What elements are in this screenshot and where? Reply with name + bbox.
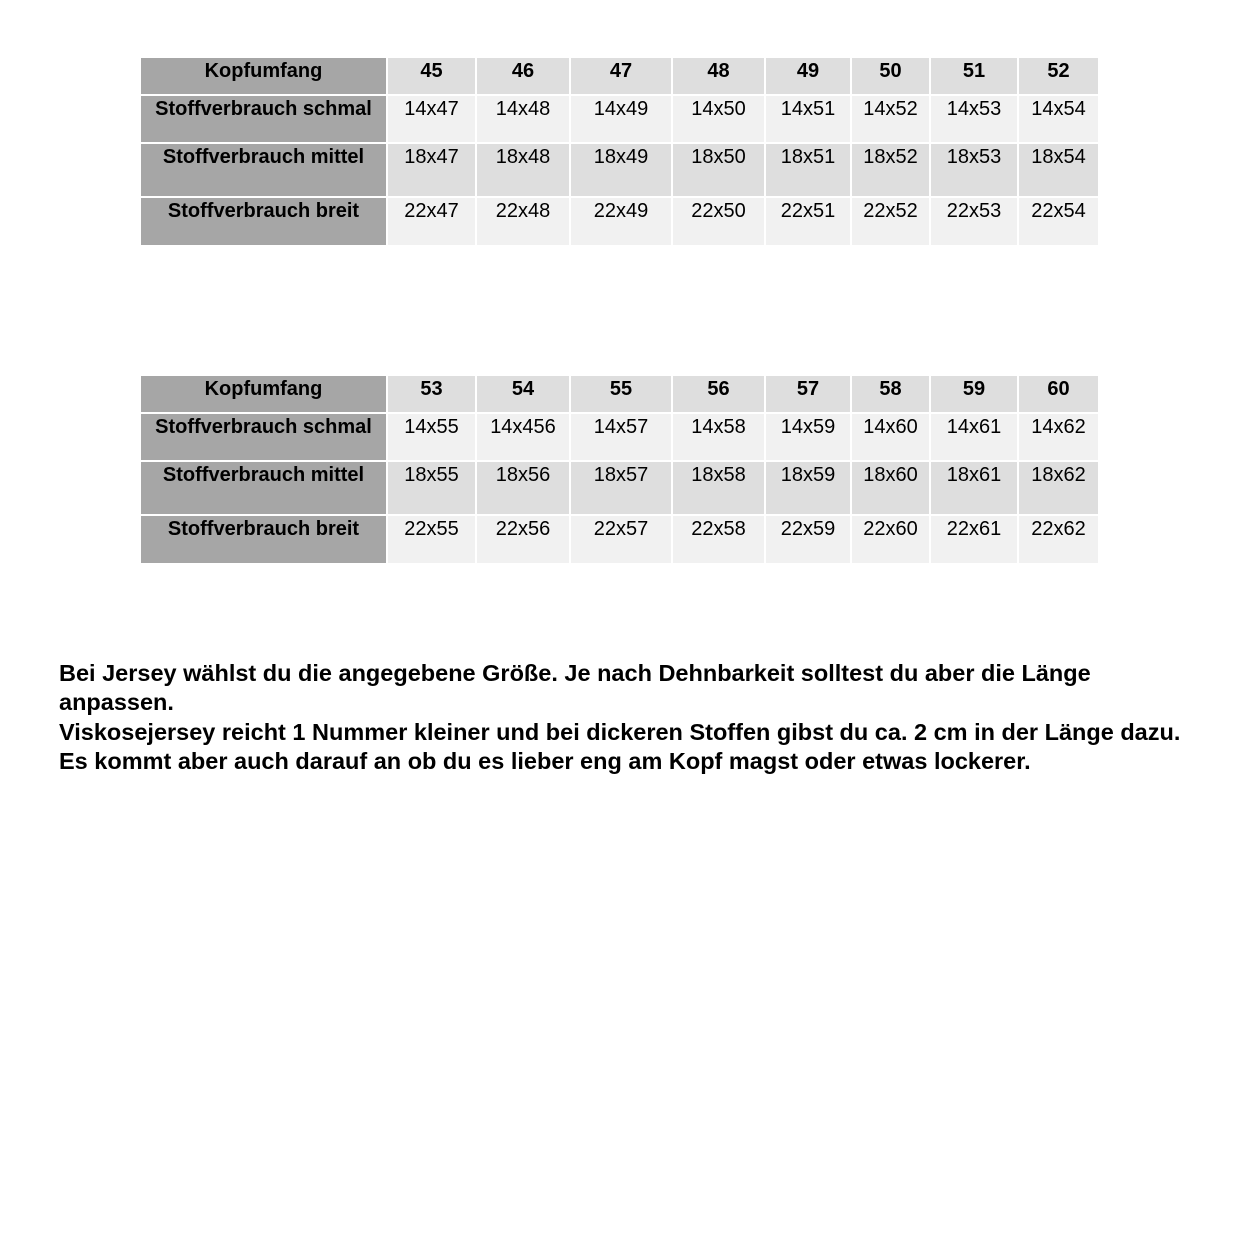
row-label: Stoffverbrauch mittel xyxy=(141,461,387,515)
value-cell: 22x54 xyxy=(1018,197,1099,246)
value-cell: 18x51 xyxy=(765,143,851,197)
value-cell: 14x61 xyxy=(930,413,1018,461)
value-cell: 14x456 xyxy=(476,413,570,461)
table-row xyxy=(141,413,1099,461)
value-cell: 22x59 xyxy=(765,515,851,564)
value-cell: 14x48 xyxy=(476,95,570,143)
table-row xyxy=(141,197,1099,246)
value-cell: 22x51 xyxy=(765,197,851,246)
size-cell: 45 xyxy=(387,57,476,95)
size-cell: 57 xyxy=(765,375,851,413)
value-cell: 14x59 xyxy=(765,413,851,461)
value-cell: 14x51 xyxy=(765,95,851,143)
value-cell: 18x58 xyxy=(672,461,765,515)
value-cell: 18x50 xyxy=(672,143,765,197)
size-cell: 50 xyxy=(851,57,930,95)
size-cell: 54 xyxy=(476,375,570,413)
note-paragraph: Bei Jersey wählst du die angegebene Größe. Je nach Dehnbarkeit solltest du aber die Länge anpassen. xyxy=(59,660,1091,716)
value-cell: 14x53 xyxy=(930,95,1018,143)
row-label: Stoffverbrauch schmal xyxy=(141,95,387,143)
value-cell: 18x49 xyxy=(570,143,672,197)
value-cell: 18x54 xyxy=(1018,143,1099,197)
value-cell: 18x60 xyxy=(851,461,930,515)
value-cell: 14x47 xyxy=(387,95,476,143)
value-cell: 22x52 xyxy=(851,197,930,246)
header-label: Kopfumfang xyxy=(141,375,387,413)
size-cell: 49 xyxy=(765,57,851,95)
value-cell: 18x47 xyxy=(387,143,476,197)
value-cell: 18x57 xyxy=(570,461,672,515)
value-cell: 22x55 xyxy=(387,515,476,564)
notes-text xyxy=(59,659,1199,776)
value-cell: 18x52 xyxy=(851,143,930,197)
value-cell: 14x55 xyxy=(387,413,476,461)
value-cell: 14x62 xyxy=(1018,413,1099,461)
size-table-2 xyxy=(141,374,1100,565)
value-cell: 22x47 xyxy=(387,197,476,246)
table-row xyxy=(141,143,1099,197)
note-paragraph: Viskosejersey reicht 1 Nummer kleiner und bei dickeren Stoffen gibst du ca. 2 cm in der Länge dazu. xyxy=(59,718,1181,745)
value-cell: 22x60 xyxy=(851,515,930,564)
value-cell: 22x53 xyxy=(930,197,1018,246)
size-cell: 53 xyxy=(387,375,476,413)
note-paragraph: Es kommt aber auch darauf an ob du es lieber eng am Kopf magst oder etwas lockerer. xyxy=(59,747,1031,774)
row-label: Stoffverbrauch breit xyxy=(141,197,387,246)
table-row xyxy=(141,515,1099,564)
row-label: Stoffverbrauch schmal xyxy=(141,413,387,461)
value-cell: 14x50 xyxy=(672,95,765,143)
size-cell: 52 xyxy=(1018,57,1099,95)
size-table-1 xyxy=(141,56,1100,247)
size-cell: 59 xyxy=(930,375,1018,413)
value-cell: 22x49 xyxy=(570,197,672,246)
size-cell: 56 xyxy=(672,375,765,413)
value-cell: 22x50 xyxy=(672,197,765,246)
header-row xyxy=(141,375,1099,413)
size-cell: 60 xyxy=(1018,375,1099,413)
value-cell: 22x61 xyxy=(930,515,1018,564)
value-cell: 18x59 xyxy=(765,461,851,515)
value-cell: 14x57 xyxy=(570,413,672,461)
value-cell: 22x57 xyxy=(570,515,672,564)
value-cell: 22x48 xyxy=(476,197,570,246)
header-row xyxy=(141,57,1099,95)
table-row xyxy=(141,95,1099,143)
size-cell: 55 xyxy=(570,375,672,413)
value-cell: 22x62 xyxy=(1018,515,1099,564)
row-label: Stoffverbrauch breit xyxy=(141,515,387,564)
value-cell: 18x62 xyxy=(1018,461,1099,515)
size-cell: 46 xyxy=(476,57,570,95)
value-cell: 18x53 xyxy=(930,143,1018,197)
value-cell: 14x60 xyxy=(851,413,930,461)
value-cell: 18x55 xyxy=(387,461,476,515)
value-cell: 14x52 xyxy=(851,95,930,143)
size-cell: 51 xyxy=(930,57,1018,95)
value-cell: 18x56 xyxy=(476,461,570,515)
value-cell: 14x49 xyxy=(570,95,672,143)
value-cell: 14x58 xyxy=(672,413,765,461)
value-cell: 18x61 xyxy=(930,461,1018,515)
table-row xyxy=(141,461,1099,515)
size-cell: 48 xyxy=(672,57,765,95)
header-label: Kopfumfang xyxy=(141,57,387,95)
size-cell: 58 xyxy=(851,375,930,413)
size-cell: 47 xyxy=(570,57,672,95)
value-cell: 14x54 xyxy=(1018,95,1099,143)
value-cell: 22x56 xyxy=(476,515,570,564)
value-cell: 18x48 xyxy=(476,143,570,197)
value-cell: 22x58 xyxy=(672,515,765,564)
row-label: Stoffverbrauch mittel xyxy=(141,143,387,197)
